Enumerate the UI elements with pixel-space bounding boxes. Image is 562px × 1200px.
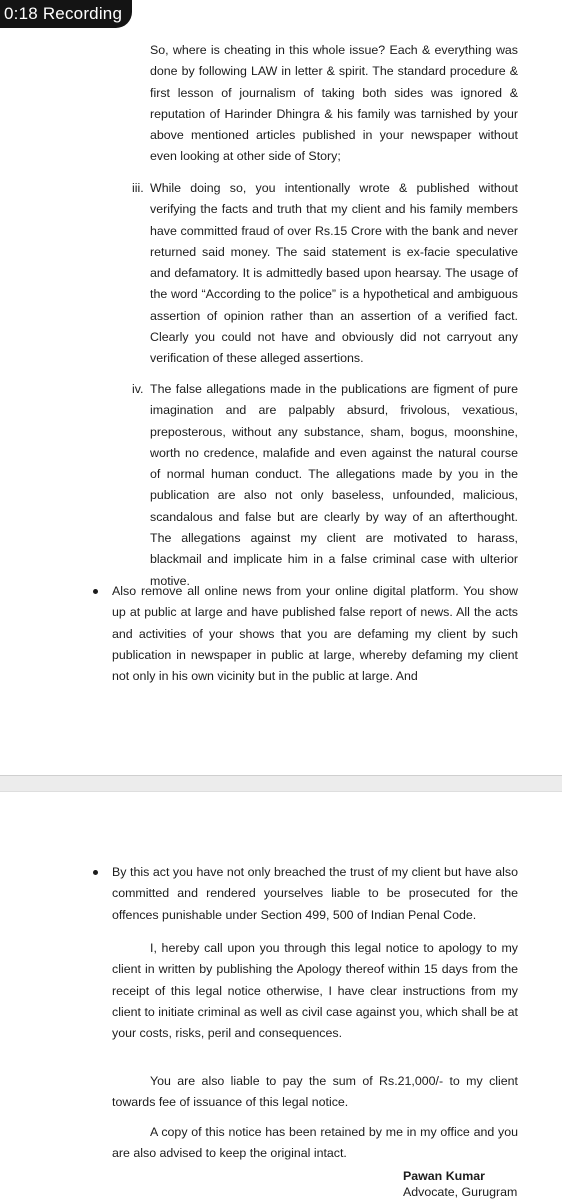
page-separator — [0, 775, 562, 792]
paragraph-copy-retained: A copy of this notice has been retained by me in my office and you are also advised to keep the original intact. — [112, 1125, 518, 1161]
list-marker-iv: iv. — [132, 382, 144, 396]
list-item-iv: The false allegations made in the publications are figment of pure imagination and are palpably absurd, frivolous, vexatious, preposterous, without any substance, sham, bogus, moonshine, worth no credence, malafide and even against the natural course of normal human conduct. The allegations made by you in the publication are also not only baseless, unfounded, malicious, scandalous and false but are clearly by way of an afterthought. The allegations against my client are motivated to harass, blackmail and implicate him in a false criminal case with ulterior motive. — [150, 382, 518, 588]
bullet-item-breach-of-trust: By this act you have not only breached the trust of my client but have also committed and rendered yourselves liable to be prosecuted for the offences punishable under Section 499, 500 of Indian Penal Code. — [112, 865, 518, 922]
bullet-marker — [93, 870, 98, 875]
recording-time: 0:18 — [4, 4, 38, 23]
recording-indicator[interactable] — [0, 0, 132, 28]
paragraph-apology-demand: I, hereby call upon you through this legal notice to apology to my client in written by publishing the Apology thereof within 15 days from the receipt of this legal notice otherwise, I have clear instructions from my client to initiate criminal as well as civil case against you, which shall be at your costs, risks, peril and consequences. — [112, 941, 518, 1041]
bullet-item-online-news: Also remove all online news from your online digital platform. You show up at public at large and have published false report of news. All the acts and activities of your shows that you are defaming my client by such publication in newspaper in public at large, whereby defaming my client not only in his own vicinity but in the public at large. And — [112, 584, 518, 684]
signature-name: Pawan Kumar — [403, 1169, 485, 1183]
document-page-2 — [0, 792, 562, 1200]
bullet-marker — [93, 589, 98, 594]
paragraph-continuation: So, where is cheating in this whole issue? Each & everything was done by following LAW in letter & spirit. The standard procedure & first lesson of journalism of taking both sides was ignored & reputation of Harinder Dhingra & his family was tarnished by your above mentioned articles published in your newspaper without even looking at other side of Story; — [150, 43, 518, 164]
list-item-iii: While doing so, you intentionally wrote & published without verifying the facts and truth that my client and his family members have committed fraud of over Rs.15 Crore with the bank and never returned said money. The said statement is ex-facie speculative and defamatory. It is admittedly based upon hearsay. The usage of the word “According to the police” is a hypothetical and ambiguous assertion of opinion rather than an assertion of a verified fact. Clearly you could not have and obviously did not carryout any verification of these alleged assertions. — [150, 181, 518, 366]
list-marker-iii: iii. — [132, 181, 144, 195]
recording-label: Recording — [42, 4, 123, 23]
signature-title: Advocate, Gurugram — [403, 1185, 518, 1199]
paragraph-fee-demand: You are also liable to pay the sum of Rs.21,000/- to my client towards fee of issuance of this legal notice. — [112, 1074, 518, 1110]
